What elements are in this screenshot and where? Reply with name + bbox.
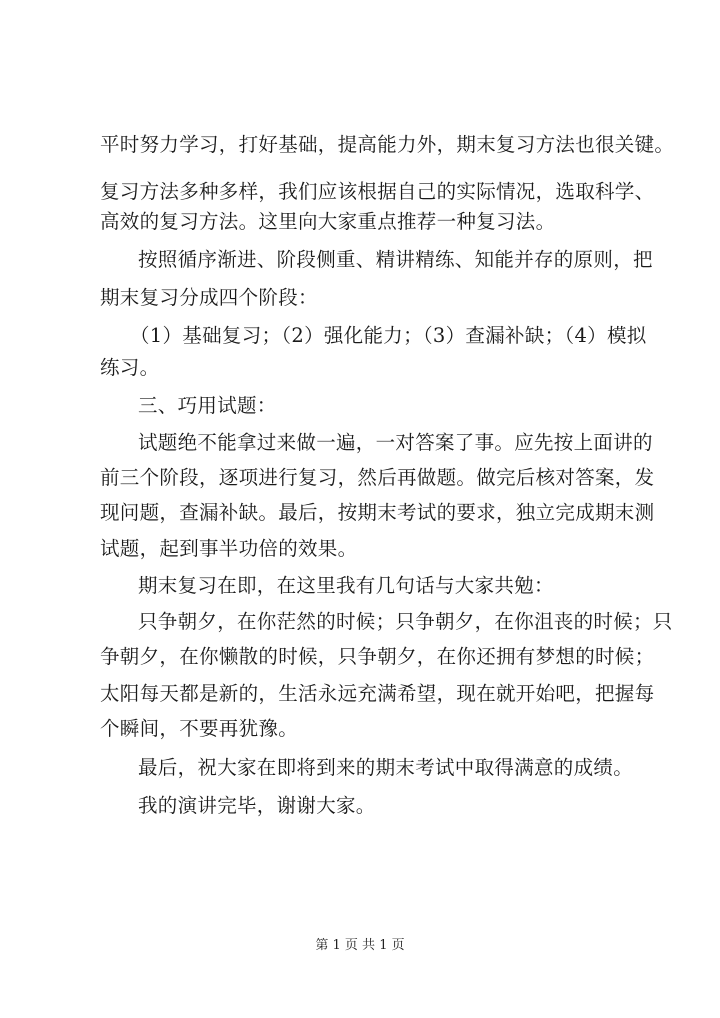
text-line: 个瞬间，不要再犹豫。 [100,717,299,740]
text-line: 平时努力学习，打好基础，提高能力外，期末复习方法也很关键。 [100,133,675,156]
section-heading: 三、巧用试题： [138,394,277,417]
text-line: 试题绝不能拿过来做一遍，一对答案了事。应先按上面讲的 [138,431,653,454]
text-line: （1）基础复习；（2）强化能力；（3）查漏补缺；（4）模拟 [130,324,647,347]
text-line: 太阳每天都是新的，生活永远充满希望，现在就开始吧，把握每 [100,682,655,705]
text-line: 前三个阶段，逐项进行复习，然后再做题。做完后核对答案，发 [100,466,655,489]
text-line: 复习方法多种多样，我们应该根据自己的实际情况，选取科学、 [100,180,655,203]
text-line: 我的演讲完毕，谢谢大家。 [138,794,376,817]
text-line: 期末复习在即，在这里我有几句话与大家共勉： [138,574,554,597]
text-line: 高效的复习方法。这里向大家重点推荐一种复习法。 [100,210,556,233]
text-line: 争朝夕，在你懒散的时候，只争朝夕，在你还拥有梦想的时候； [100,645,655,668]
text-line: 现问题，查漏补缺。最后，按期末考试的要求，独立完成期末测 [100,501,655,524]
text-line: 只争朝夕，在你茫然的时候；只争朝夕，在你沮丧的时候；只 [138,610,673,633]
text-line: 按照循序渐进、阶段侧重、精讲精练、知能并存的原则，把 [138,248,653,271]
text-line: 试题，起到事半功倍的效果。 [100,537,358,560]
text-line: 练习。 [100,356,160,379]
text-line: 期末复习分成四个阶段： [100,286,318,309]
text-line: 最后，祝大家在即将到来的期末考试中取得满意的成绩。 [138,756,634,779]
page-footer: 第 1 页 共 1 页 [315,938,405,953]
